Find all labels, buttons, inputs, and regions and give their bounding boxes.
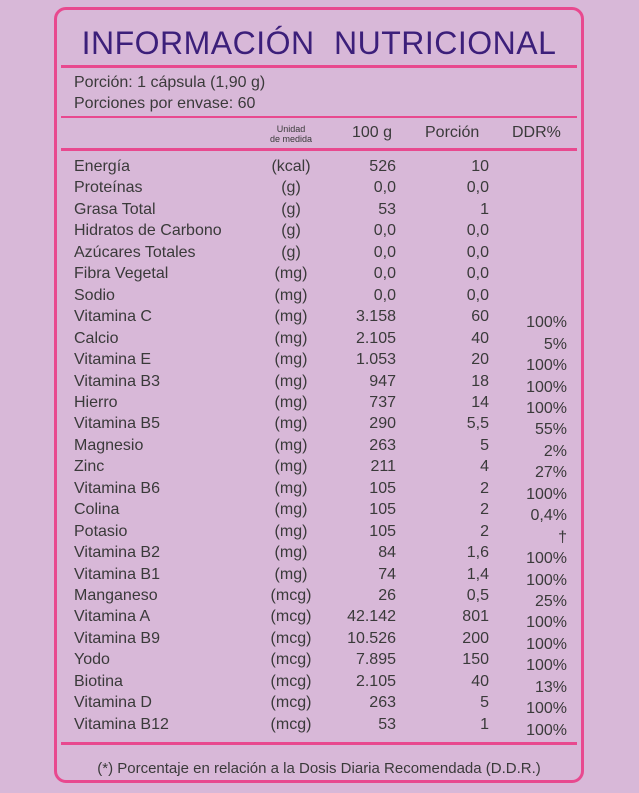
divider-header-bottom: [61, 148, 577, 151]
nutrient-name: Zinc: [74, 458, 105, 476]
ddr-percent: 100%: [526, 614, 567, 632]
nutrient-name: Proteínas: [74, 179, 143, 197]
nutrient-unit: (kcal): [271, 158, 311, 175]
ddr-percent: †: [558, 528, 567, 546]
ddr-percent: 25%: [534, 593, 567, 610]
ddr-column-header: DDR%: [512, 124, 561, 141]
value-per-100g: 947: [369, 372, 396, 390]
nutrient-unit: (mcg): [270, 694, 312, 712]
ddr-percent: 55%: [534, 421, 567, 439]
value-per-100g: 0,0: [373, 265, 396, 283]
nutrient-name: Energía: [74, 158, 131, 175]
nutrient-name: Grasa Total: [74, 200, 156, 218]
nutrient-unit: (mg): [274, 501, 308, 519]
value-per-100g: 0,0: [373, 222, 396, 240]
ddr-percent: 0,4%: [530, 507, 567, 525]
nutrient-name: Vitamina E: [74, 351, 152, 369]
ddr-percent: 100%: [526, 571, 567, 589]
value-per-100g: 1.053: [355, 351, 396, 369]
value-per-portion: 0,5: [466, 587, 489, 604]
nutrient-unit: (mg): [274, 544, 308, 562]
ddr-percent: 100%: [526, 314, 567, 332]
nutrient-name: Potasio: [74, 522, 128, 540]
table-row: [57, 542, 581, 568]
table-row: [57, 177, 581, 198]
ddr-percent: 100%: [526, 485, 567, 503]
nutrient-name: Vitamina B9: [74, 629, 160, 647]
value-per-100g: 290: [369, 415, 396, 433]
value-per-100g: 3.158: [355, 308, 396, 326]
value-per-portion: 0,0: [466, 222, 489, 240]
nutrient-name: Vitamina B5: [74, 415, 160, 433]
value-per-portion: 0,0: [466, 265, 489, 283]
per100-column-header: 100 g: [352, 124, 393, 141]
table-row: [57, 606, 581, 632]
ddr-percent: 100%: [526, 550, 567, 568]
ddr-percent: 100%: [526, 700, 567, 718]
nutrient-name: Manganeso: [74, 587, 158, 604]
value-per-100g: 74: [378, 565, 396, 583]
nutrient-name: Vitamina D: [74, 694, 152, 712]
table-row: [57, 242, 581, 263]
nutrient-unit: (mcg): [270, 608, 312, 626]
value-per-100g: 2.105: [355, 672, 396, 690]
nutrient-name: Vitamina B3: [74, 372, 160, 390]
value-per-portion: 40: [471, 329, 489, 347]
value-per-portion: 200: [462, 629, 489, 647]
nutrient-unit: (mcg): [270, 672, 312, 690]
value-per-portion: 801: [462, 608, 489, 626]
value-per-100g: 7.895: [355, 651, 396, 669]
divider-header-top: [61, 116, 577, 118]
ddr-percent: 2%: [543, 442, 567, 460]
value-per-portion: 10: [471, 158, 489, 175]
value-per-portion: 40: [471, 672, 489, 690]
table-row: [57, 349, 581, 375]
nutrient-name: Hierro: [74, 393, 118, 411]
value-per-portion: 5: [480, 694, 489, 712]
nutrient-unit: (mcg): [270, 715, 312, 733]
value-per-100g: 737: [369, 393, 396, 411]
nutrient-name: Vitamina C: [74, 308, 152, 326]
ddr-percent: 100%: [526, 378, 567, 396]
table-row: [57, 671, 581, 696]
nutrient-name: Colina: [74, 501, 120, 519]
table-row: [57, 499, 581, 525]
table-row: [57, 328, 581, 353]
value-per-100g: 42.142: [347, 608, 396, 626]
value-per-100g: 526: [369, 158, 396, 175]
value-per-100g: 0,0: [373, 179, 396, 197]
nutrient-unit: (g): [281, 179, 301, 197]
ddr-percent: 100%: [526, 635, 567, 653]
value-per-portion: 0,0: [466, 286, 489, 304]
nutrient-unit: (mg): [274, 522, 308, 540]
ddr-percent: 13%: [534, 678, 567, 696]
value-per-100g: 0,0: [373, 286, 396, 304]
value-per-100g: 53: [378, 200, 396, 218]
table-row: [57, 220, 581, 241]
ddr-percent: 100%: [526, 357, 567, 375]
value-per-portion: 20: [471, 351, 489, 369]
value-per-100g: 105: [369, 479, 396, 497]
table-row: [57, 285, 581, 306]
nutrient-unit: (mcg): [270, 587, 312, 604]
panel-title: INFORMACIÓN NUTRICIONAL: [81, 25, 557, 61]
value-per-portion: 5: [480, 436, 489, 454]
table-row: [57, 456, 581, 482]
nutrient-name: Magnesio: [74, 436, 144, 454]
table-row: [57, 692, 581, 718]
servings-per-container: Porciones por envase: 60: [74, 95, 256, 112]
value-per-portion: 2: [480, 522, 489, 540]
unit-column-header: [256, 124, 326, 144]
value-per-portion: 18: [471, 372, 489, 390]
table-row: [57, 564, 581, 589]
nutrient-unit: (mg): [274, 265, 308, 283]
nutrient-name: Hidratos de Carbono: [74, 222, 222, 240]
nutrient-name: Fibra Vegetal: [74, 265, 169, 283]
nutrient-name: Calcio: [74, 329, 119, 347]
nutrient-unit: (g): [281, 200, 301, 218]
nutrient-unit: (mcg): [270, 629, 312, 647]
value-per-100g: 53: [378, 715, 396, 733]
divider-bottom: [61, 742, 577, 745]
value-per-100g: 263: [369, 436, 396, 454]
nutrition-facts-panel: [54, 7, 584, 783]
nutrient-name: Vitamina B1: [74, 565, 160, 583]
table-row: [57, 156, 581, 177]
nutrient-unit: (mg): [274, 286, 308, 304]
nutrient-name: Sodio: [74, 286, 115, 304]
nutrient-name: Biotina: [74, 672, 123, 690]
value-per-portion: 0,0: [466, 179, 489, 197]
table-row: [57, 199, 581, 220]
ddr-percent: 27%: [534, 464, 567, 482]
ddr-percent: 5%: [543, 335, 567, 353]
nutrient-unit: (mg): [274, 329, 308, 347]
nutrient-unit: (mg): [274, 308, 308, 326]
value-per-portion: 1,4: [466, 565, 489, 583]
table-row: [57, 263, 581, 284]
table-row: [57, 478, 581, 503]
value-per-portion: 1,6: [466, 544, 489, 562]
unit-header-line2: de medida: [269, 134, 313, 144]
table-row: [57, 371, 581, 396]
portion-size: Porción: 1 cápsula (1,90 g): [74, 74, 266, 91]
nutrient-unit: (mg): [274, 415, 308, 433]
table-row: [57, 521, 581, 546]
ddr-percent: 100%: [526, 657, 567, 675]
value-per-100g: 26: [378, 587, 396, 604]
nutrient-unit: (mg): [274, 479, 308, 497]
footnote: (*) Porcentaje en relación a la Dosis Diaria Recomendada (D.D.R.): [97, 760, 541, 777]
nutrient-name: Azúcares Totales: [74, 243, 196, 261]
table-row: [57, 714, 581, 739]
divider-top: [61, 65, 577, 68]
nutrient-unit: (mg): [274, 436, 308, 454]
nutrient-unit: (mg): [274, 372, 308, 390]
value-per-100g: 0,0: [373, 243, 396, 261]
table-row: [57, 435, 581, 460]
table-row: [57, 585, 581, 610]
value-per-portion: 14: [471, 393, 489, 411]
value-per-100g: 105: [369, 501, 396, 519]
table-row: [57, 413, 581, 439]
value-per-portion: 1: [480, 200, 489, 218]
value-per-portion: 1: [480, 715, 489, 733]
table-row: [57, 306, 581, 332]
value-per-100g: 10.526: [347, 629, 396, 647]
ddr-percent: 100%: [526, 721, 567, 739]
value-per-portion: 150: [462, 651, 489, 669]
table-row: [57, 392, 581, 417]
nutrient-name: Vitamina B2: [74, 544, 160, 562]
nutrient-name: Vitamina B12: [74, 715, 169, 733]
value-per-portion: 5,5: [466, 415, 489, 433]
value-per-100g: 2.105: [355, 329, 396, 347]
nutrient-unit: (mcg): [270, 651, 312, 669]
nutrient-unit: (g): [281, 222, 301, 240]
nutrient-unit: (mg): [274, 351, 308, 369]
portion-column-header: Porción: [425, 124, 480, 141]
value-per-100g: 105: [369, 522, 396, 540]
value-per-portion: 2: [480, 479, 489, 497]
nutrient-unit: (mg): [274, 458, 308, 476]
value-per-portion: 0,0: [466, 243, 489, 261]
value-per-100g: 263: [369, 694, 396, 712]
nutrient-name: Vitamina A: [74, 608, 151, 626]
nutrient-name: Yodo: [74, 651, 110, 669]
table-row: [57, 628, 581, 653]
unit-header-line1: Unidad: [276, 124, 306, 134]
value-per-portion: 60: [471, 308, 489, 326]
value-per-100g: 211: [370, 458, 396, 476]
nutrient-unit: (mg): [274, 565, 308, 583]
ddr-percent: 100%: [526, 399, 567, 417]
nutrient-unit: (mg): [274, 393, 308, 411]
nutrient-unit: (g): [281, 243, 301, 261]
value-per-portion: 4: [480, 458, 489, 476]
table-row: [57, 649, 581, 675]
value-per-100g: 84: [378, 544, 396, 562]
nutrient-name: Vitamina B6: [74, 479, 160, 497]
value-per-portion: 2: [480, 501, 489, 519]
